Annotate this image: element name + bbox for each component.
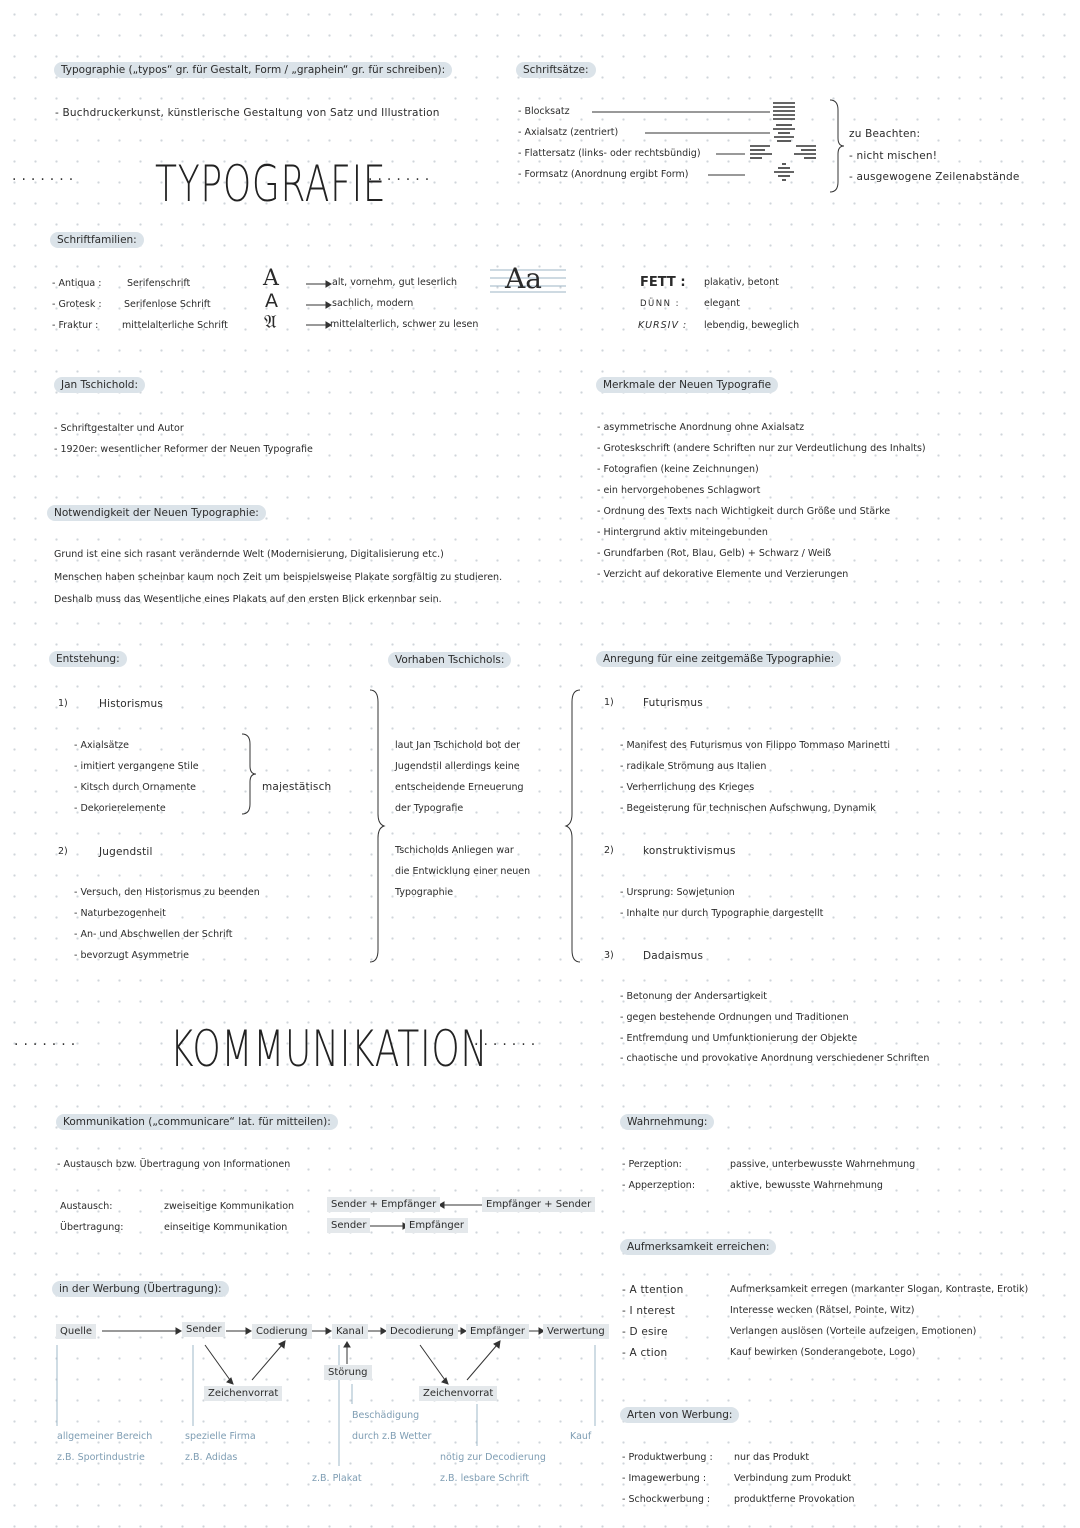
familie-name: - Fraktur : [52, 320, 99, 331]
vorhaben-line: die Entwicklung einer neuen [395, 866, 531, 877]
style-meaning: plakativ, betont [704, 277, 779, 288]
historismus-item: - Axialsätze [74, 740, 129, 751]
style-kursiv: KURSIV : [638, 320, 688, 331]
werbung-heading: in der Werbung (Übertragung): [52, 1281, 229, 1297]
schriftsaetze-heading: Schriftsätze: [516, 62, 596, 78]
futurismus-item: - Begeisterung für technischen Aufschwung, Dynamik [620, 803, 876, 814]
aida-value: Verlangen auslösen (Vorteile aufzeigen, Emotionen) [730, 1326, 977, 1337]
arten-value: produktferne Provokation [734, 1494, 855, 1505]
futurismus-item: - Verherrlichung des Krieges [620, 782, 755, 793]
node-stoerung: Störung [324, 1365, 372, 1380]
kommunikation-item: - Austausch bzw. Übertragung von Informationen [57, 1159, 291, 1170]
schriftsatz-item: - Axialsatz (zentriert) [518, 127, 619, 138]
title-dots-right: ······· [368, 172, 435, 188]
title-dots-left: ······· [12, 172, 79, 188]
entstehung-num: 1) [58, 698, 68, 709]
anregung-heading: Anregung für eine zeitgemäße Typographie: [596, 651, 841, 667]
kommunikation-title: KOMMUNIKATION [170, 1020, 489, 1078]
entstehung-num: 2) [58, 846, 68, 857]
aufmerksamkeit-heading: Aufmerksamkeit erreichen: [620, 1239, 776, 1255]
merkmal-item: - Hintergrund aktiv miteingebunden [597, 527, 768, 538]
anregung-num: 1) [604, 697, 614, 708]
schriftsatz-item: - Flattersatz (links- oder rechtsbündig) [518, 148, 701, 159]
anregung-num: 3) [604, 950, 614, 961]
merkmale-heading: Merkmale der Neuen Typografie [596, 377, 778, 393]
merkmal-item: - Groteskschrift (andere Schriften nur zur Verdeutlichung des Inhalts) [597, 443, 926, 454]
arten-key: - Schockwerbung : [622, 1494, 711, 1505]
familien-heading: Schriftfamilien: [50, 232, 144, 248]
dadaismus-item: - chaotische und provokative Anordnung verschiedener Schriften [620, 1053, 930, 1064]
style-meaning: lebendig, beweglich [704, 320, 800, 331]
note-quelle: z.B. Sportindustrie [57, 1452, 145, 1463]
node-empfaenger: Empfänger [466, 1324, 529, 1339]
title-dots-left: ······· [14, 1037, 81, 1053]
node-verwertung: Verwertung [543, 1324, 609, 1339]
note-kauf: Kauf [570, 1431, 592, 1442]
dadaismus-item: - gegen bestehende Ordnungen und Traditionen [620, 1012, 849, 1023]
merkmal-item: - Ordnung des Texts nach Wichtigkeit durch Größe und Stärke [597, 506, 891, 517]
aa-sample: Aa [505, 262, 542, 295]
arten-key: - Produktwerbung : [622, 1452, 713, 1463]
familie-name: - Antiqua : [52, 278, 102, 289]
vorhaben-line: Jugendstil allerdings keine [395, 761, 520, 772]
dadaismus-item: - Entfremdung und Umfunktionierung der Objekte [620, 1033, 858, 1044]
fraktur-glyph: 𝔄 [264, 311, 277, 333]
familie-name: - Grotesk : [52, 299, 102, 310]
aida-value: Kauf bewirken (Sonderangebote, Logo) [730, 1347, 916, 1358]
title-dots-right: ······· [474, 1037, 541, 1053]
familie-meaning: mittelalterlich, schwer zu lesen [330, 319, 479, 330]
familie-desc: Serifenschrift [127, 278, 191, 289]
familie-meaning: alt, vornehm, gut leserlich [332, 277, 458, 288]
arten-heading: Arten von Werbung: [620, 1407, 739, 1423]
schriftsatz-item: - Formsatz (Anordnung ergibt Form) [518, 169, 689, 180]
merkmal-item: - ein hervorgehobenes Schlagwort [597, 485, 761, 496]
node-codierung: Codierung [252, 1324, 312, 1339]
konstruktivismus-item: - Ursprung: Sowjetunion [620, 887, 735, 898]
jugendstil: Jugendstil [99, 846, 153, 858]
merkmal-item: - Fotografien (keine Zeichnungen) [597, 464, 759, 475]
uebertragung-label: Übertragung: [60, 1222, 124, 1233]
vorhaben-heading: Vorhaben Tschichols: [388, 652, 511, 668]
merkmal-item: - asymmetrische Anordnung ohne Axialsatz [597, 422, 805, 433]
beachten-note: - nicht mischen! [849, 150, 938, 162]
note-zeichenvorrat: z.B. lesbare Schrift [440, 1473, 530, 1484]
tschichold-item: - Schriftgestalter und Autor [54, 423, 184, 434]
arten-key: - Imagewerbung : [622, 1473, 707, 1484]
jugendstil-item: - Naturbezogenheit [74, 908, 166, 919]
node-zeichenvorrat: Zeichenvorrat [419, 1386, 497, 1401]
notwendigkeit-heading: Notwendigkeit der Neuen Typographie: [47, 505, 266, 521]
austausch-desc: zweiseitige Kommunikation [164, 1201, 295, 1212]
wahrnehmung-key: - Apperzeption: [622, 1180, 696, 1191]
typo-heading: Typographie („typos“ gr. für Gestalt, Form / „graphein“ gr. für schreiben): [54, 62, 452, 78]
vorhaben-line: laut Jan Tschichold bot der [395, 740, 521, 751]
merkmal-item: - Verzicht auf dekorative Elemente und Verzierungen [597, 569, 849, 580]
typo-item: - Buchdruckerkunst, künstlerische Gestaltung von Satz und Illustration [55, 107, 440, 119]
familie-desc: Serifenlose Schrift [124, 299, 211, 310]
note-sender: spezielle Firma [185, 1431, 256, 1442]
vorhaben-line: Typographie [395, 887, 454, 898]
dadaismus-item: - Betonung der Andersartigkeit [620, 991, 768, 1002]
wahrnehmung-value: aktive, bewusste Wahrnehmung [730, 1180, 883, 1191]
majestaetisch: majestätisch [262, 781, 332, 793]
node-decodierung: Decodierung [386, 1324, 458, 1339]
austausch-label: Austausch: [60, 1201, 113, 1212]
dadaismus: Dadaismus [643, 950, 704, 962]
style-meaning: elegant [704, 298, 740, 309]
aida-key: - A ttention [622, 1284, 684, 1296]
aida-key: - I nterest [622, 1305, 676, 1317]
jugendstil-item: - Versuch, den Historismus zu beenden [74, 887, 260, 898]
historismus-item: - Kitsch durch Ornamente [74, 782, 197, 793]
wahrnehmung-value: passive, unterbewusste Wahrnehmung [730, 1159, 916, 1170]
note-kanal: z.B. Plakat [312, 1473, 362, 1484]
futurismus-item: - Manifest des Futurismus von Filippo Tommaso Marinetti [620, 740, 890, 751]
wahrnehmung-key: - Perzeption: [622, 1159, 682, 1170]
aida-value: Aufmerksamkeit erregen (markanter Slogan, Kontraste, Erotik) [730, 1284, 1029, 1295]
note-zeichenvorrat: nötig zur Decodierung [440, 1452, 546, 1463]
note-stoerung: Beschädigung [352, 1410, 420, 1421]
wahrnehmung-heading: Wahrnehmung: [620, 1114, 714, 1130]
node-kanal: Kanal [332, 1324, 368, 1339]
flow-empfaenger: Empfänger [405, 1218, 468, 1233]
vorhaben-line: der Typografie [395, 803, 464, 814]
tschichold-heading: Jan Tschichold: [54, 377, 145, 393]
entstehung-heading: Entstehung: [49, 651, 127, 667]
futurismus: Futurismus [643, 697, 703, 709]
node-zeichenvorrat: Zeichenvorrat [204, 1386, 282, 1401]
note-quelle: allgemeiner Bereich [57, 1431, 153, 1442]
notwendigkeit-line: Menschen haben scheinbar kaum noch Zeit um beispielsweise Plakate sorgfältig zu studieren. [54, 572, 503, 583]
style-duenn: DÜNN : [640, 299, 681, 309]
notwendigkeit-line: Grund ist eine sich rasant verändernde Welt (Modernisierung, Digitalisierung etc.) [54, 549, 444, 560]
konstruktivismus: konstruktivismus [643, 845, 736, 857]
aida-key: - D esire [622, 1326, 668, 1338]
kommunikation-heading: Kommunikation („communicare“ lat. für mitteilen): [56, 1114, 338, 1130]
merkmal-item: - Grundfarben (Rot, Blau, Gelb) + Schwarz / Weiß [597, 548, 832, 559]
note-stoerung: durch z.B Wetter [352, 1431, 432, 1442]
node-sender: Sender [182, 1322, 225, 1337]
aida-key: - A ction [622, 1347, 668, 1359]
grotesk-glyph: A [265, 290, 278, 312]
typografie-title: TYPOGRAFIE [155, 155, 387, 213]
note-sender: z.B. Adidas [185, 1452, 238, 1463]
historismus: Historismus [99, 698, 164, 710]
familie-meaning: sachlich, modern [332, 298, 414, 309]
vorhaben-line: entscheidende Erneuerung [395, 782, 524, 793]
familie-desc: mittelalterliche Schrift [122, 320, 228, 331]
flow-sender-empfaenger: Sender + Empfänger [327, 1197, 440, 1212]
antiqua-glyph: A [263, 266, 279, 291]
style-fett: FETT : [640, 275, 686, 290]
flow-sender: Sender [327, 1218, 370, 1233]
konstruktivismus-item: - Inhalte nur durch Typographie dargestellt [620, 908, 824, 919]
arten-value: Verbindung zum Produkt [734, 1473, 851, 1484]
notwendigkeit-line: Deshalb muss das Wesentliche eines Plakats auf den ersten Blick erkennbar sein. [54, 594, 442, 605]
uebertragung-desc: einseitige Kommunikation [164, 1222, 288, 1233]
beachten-note: - ausgewogene Zeilenabstände [849, 171, 1020, 183]
beachten-title: zu Beachten: [849, 128, 921, 140]
vorhaben-line: Tschicholds Anliegen war [395, 845, 514, 856]
futurismus-item: - radikale Strömung aus Italien [620, 761, 767, 772]
historismus-item: - Dekorierelemente [74, 803, 166, 814]
schriftsatz-item: - Blocksatz [518, 106, 570, 117]
historismus-item: - imitiert vergangene Stile [74, 761, 199, 772]
tschichold-item: - 1920er: wesentlicher Reformer der Neuen Typografie [54, 444, 313, 455]
jugendstil-item: - bevorzugt Asymmetrie [74, 950, 189, 961]
aida-value: Interesse wecken (Rätsel, Pointe, Witz) [730, 1305, 915, 1316]
jugendstil-item: - An- und Abschwellen der Schrift [74, 929, 233, 940]
anregung-num: 2) [604, 845, 614, 856]
arten-value: nur das Produkt [734, 1452, 810, 1463]
flow-empfaenger-sender: Empfänger + Sender [482, 1197, 595, 1212]
node-quelle: Quelle [56, 1324, 96, 1339]
